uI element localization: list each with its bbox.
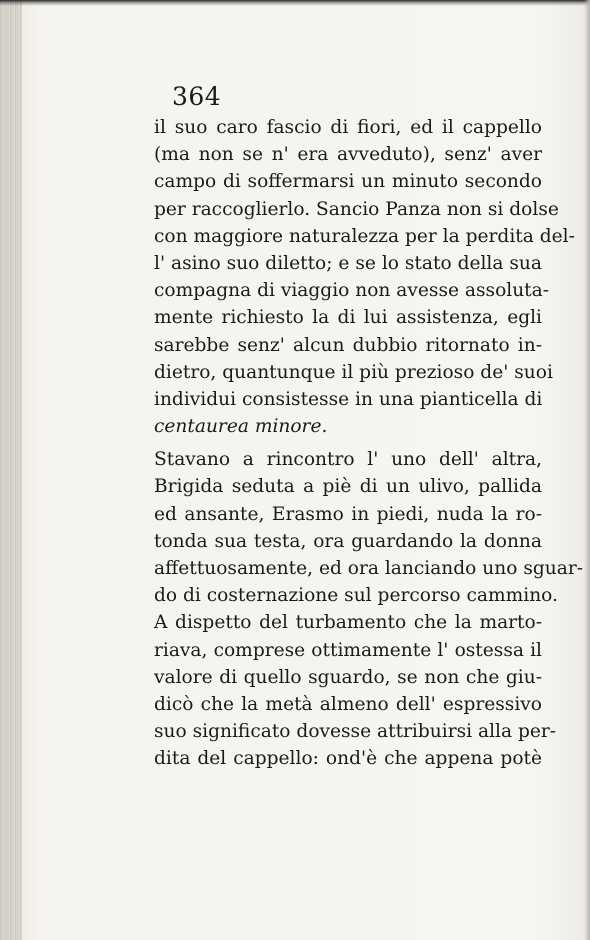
text-line: tonda sua testa, ora guardando la donna [154, 530, 542, 552]
text-line: per raccoglierlo. Sancio Panza non si dolse [154, 198, 559, 220]
text-line: ed ansante, Erasmo in piedi, nuda la ro- [154, 503, 542, 525]
text-line: individui consistesse in una pianticella di [154, 388, 543, 410]
text-line: sarebbe senz' alcun dubbio ritornato in- [154, 334, 542, 356]
page-number: 364 [172, 82, 222, 111]
text-line: campo di soffermarsi un minuto secondo [154, 171, 542, 193]
text-line: valore di quello sguardo, se non che giu- [154, 666, 542, 688]
page-binding-edge [0, 0, 22, 940]
text-line: dicò che la metà almeno dell' espressivo [154, 693, 542, 715]
text-line: Brigida seduta a piè di un ulivo, pallida [154, 476, 542, 498]
text-line: riava, comprese ottimamente l' ostessa il [154, 639, 542, 661]
text-line: dita del cappello: ond'è che appena potè [154, 748, 542, 770]
page-top-shadow [0, 0, 590, 6]
text-line: mente richiesto la di lui assistenza, egli [154, 307, 542, 329]
text-line: A dispetto del turbamento che la marto- [154, 612, 542, 634]
text-line: Stavano a rincontro l' uno dell' altra, [154, 449, 542, 471]
page-right-edge [584, 0, 590, 940]
text-line: il suo caro fascio di fiori, ed il cappello [154, 117, 542, 138]
text-line: con maggiore naturalezza per la perdita del- [154, 225, 575, 247]
text-line: dietro, quantunque il più prezioso de' suoi [154, 361, 553, 383]
text-line: l' asino suo diletto; e se lo stato della sua [154, 252, 542, 274]
body-text [154, 114, 584, 773]
text-line: affettuosamente, ed ora lanciando uno sguar- [154, 558, 584, 579]
text-line: suo significato dovesse attribuirsi alla per- [154, 721, 557, 743]
italic-text-line: centaurea minore. [154, 416, 328, 438]
text-line: (ma non se n' era avveduto), senz' aver [154, 144, 542, 166]
text-line: do di costernazione sul percorso cammino. [154, 585, 558, 607]
text-line: compagna di viaggio non avesse assoluta- [154, 280, 550, 302]
